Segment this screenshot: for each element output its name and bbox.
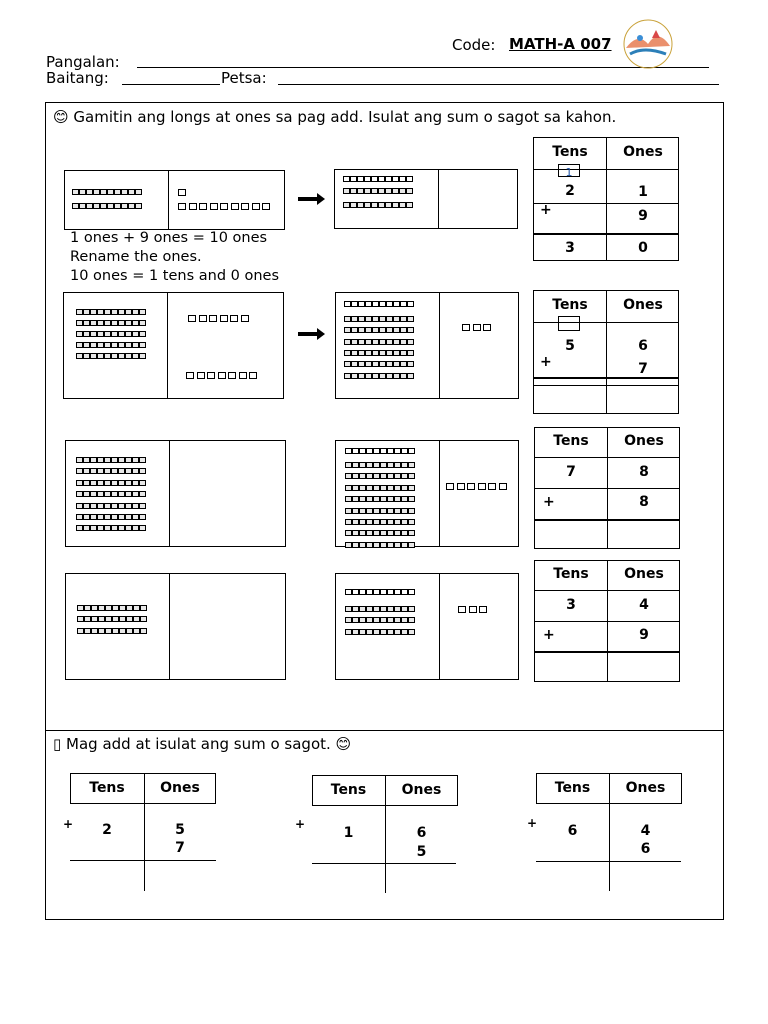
one-unit-block <box>249 372 257 379</box>
header-tens: Tens <box>552 144 588 160</box>
ten-long-block <box>345 617 415 623</box>
bottom-ones: 7 <box>638 361 648 377</box>
blocks-box-1-addends <box>64 170 285 230</box>
ten-long-block <box>345 462 415 468</box>
one-unit-block <box>478 483 486 490</box>
grade-line[interactable] <box>122 84 220 85</box>
ten-long-block <box>72 203 142 209</box>
ten-long-block <box>345 508 415 514</box>
one-unit-block <box>483 324 491 331</box>
one-unit-block <box>209 315 217 322</box>
plus-sign: + <box>527 816 538 830</box>
ones-bottom-digit: 7 <box>175 840 185 856</box>
header-tens: Tens <box>553 566 589 582</box>
one-unit-block <box>230 315 238 322</box>
top-ones: 4 <box>639 597 649 613</box>
date-line[interactable] <box>278 84 719 85</box>
top-ones: 8 <box>639 464 649 480</box>
ones-bottom-digit: 6 <box>640 841 651 857</box>
one-unit-block <box>252 203 260 210</box>
ten-long-block <box>343 202 413 208</box>
ten-long-block <box>344 327 414 333</box>
code-label: Code: <box>452 36 496 54</box>
code-value: MATH-A 007 <box>509 35 612 53</box>
ten-long-block <box>344 350 414 356</box>
header-ones: Ones <box>623 144 663 160</box>
one-unit-block <box>457 483 465 490</box>
ten-long-block <box>344 339 414 345</box>
bottom-ones: 9 <box>639 627 649 643</box>
blocks-box-2-regrouped <box>335 292 519 399</box>
ten-long-block <box>345 519 415 525</box>
one-unit-block <box>469 606 477 613</box>
section-1-instruction: 😊 Gamitin ang longs at ones sa pag add. Isulat ang sum o sagot sa kahon. <box>53 108 617 126</box>
one-unit-block <box>499 483 507 490</box>
carry-box[interactable] <box>558 316 580 331</box>
arrow-right-icon <box>298 332 318 336</box>
ten-long-block <box>76 468 146 474</box>
ten-long-block <box>76 503 146 509</box>
ten-long-block <box>345 448 415 454</box>
header-tens: Tens <box>89 780 125 796</box>
header-tens: Tens <box>553 433 589 449</box>
header-ones: Ones <box>401 782 442 798</box>
note-line-2: Rename the ones. <box>70 249 202 265</box>
one-unit-block <box>178 189 186 196</box>
ten-long-block <box>76 480 146 486</box>
header-ones: Ones <box>160 780 200 796</box>
bottom-ones: 8 <box>639 494 649 510</box>
arrow-right-icon <box>298 197 318 201</box>
ten-long-block <box>343 176 413 182</box>
header-tens: Tens <box>552 297 588 313</box>
ten-long-block <box>77 616 147 622</box>
carry-digit: 1 <box>565 166 573 179</box>
ten-long-block <box>345 542 415 548</box>
tens-digit: 1 <box>343 825 354 841</box>
deped-region-seal-icon <box>618 18 678 70</box>
ten-long-block <box>76 491 146 497</box>
ten-long-block <box>344 301 414 307</box>
plus-sign: + <box>295 817 306 831</box>
sum-ones[interactable]: 0 <box>638 240 648 256</box>
one-unit-block <box>458 606 466 613</box>
ten-long-block <box>77 605 147 611</box>
ten-long-block <box>345 473 415 479</box>
addition-table-3 <box>524 773 694 893</box>
header-ones: Ones <box>623 297 663 313</box>
ten-long-block <box>345 485 415 491</box>
one-unit-block <box>241 203 249 210</box>
bottom-ones: 9 <box>638 208 648 224</box>
top-ones: 1 <box>638 184 648 200</box>
one-unit-block <box>207 372 215 379</box>
note-line-3: 10 ones = 1 tens and 0 ones <box>70 268 280 284</box>
ten-long-block <box>344 373 414 379</box>
one-unit-block <box>462 324 470 331</box>
one-unit-block <box>262 203 270 210</box>
tens-digit: 6 <box>567 823 578 839</box>
one-unit-block <box>239 372 247 379</box>
place-value-table-4 <box>534 560 680 682</box>
one-unit-block <box>218 372 226 379</box>
plus-sign: + <box>540 354 552 370</box>
one-unit-block <box>189 203 197 210</box>
addition-table-1 <box>60 773 220 893</box>
one-unit-block <box>467 483 475 490</box>
tens-digit: 2 <box>102 822 112 838</box>
ten-long-block <box>76 457 146 463</box>
ones-top-digit: 5 <box>175 822 185 838</box>
ten-long-block <box>345 496 415 502</box>
header-ones: Ones <box>625 780 666 796</box>
plus-sign: + <box>540 202 552 218</box>
one-unit-block <box>199 315 207 322</box>
plus-sign: + <box>543 494 555 510</box>
ten-long-block <box>76 342 146 348</box>
one-unit-block <box>199 203 207 210</box>
ten-long-block <box>76 309 146 315</box>
one-unit-block <box>473 324 481 331</box>
one-unit-block <box>488 483 496 490</box>
header-ones: Ones <box>624 433 664 449</box>
ten-long-block <box>72 189 142 195</box>
ten-long-block <box>343 188 413 194</box>
ones-bottom-digit: 5 <box>416 844 427 860</box>
ten-long-block <box>345 530 415 536</box>
one-unit-block <box>220 203 228 210</box>
one-unit-block <box>446 483 454 490</box>
place-value-table-3 <box>534 427 680 549</box>
blocks-box-4-addends <box>65 573 286 680</box>
ten-long-block <box>77 628 147 634</box>
note-line-1: 1 ones + 9 ones = 10 ones <box>70 230 268 246</box>
ten-long-block <box>345 606 415 612</box>
one-unit-block <box>479 606 487 613</box>
ones-top-digit: 4 <box>640 823 651 839</box>
ten-long-block <box>76 353 146 359</box>
one-unit-block <box>231 203 239 210</box>
top-tens: 5 <box>565 338 575 354</box>
top-ones: 6 <box>638 338 648 354</box>
one-unit-block <box>210 203 218 210</box>
one-unit-block <box>186 372 194 379</box>
ten-long-block <box>76 514 146 520</box>
name-label: Pangalan: <box>46 53 120 71</box>
ten-long-block <box>76 331 146 337</box>
ten-long-block <box>344 316 414 322</box>
sum-tens[interactable]: 3 <box>565 240 575 256</box>
ten-long-block <box>344 361 414 367</box>
ten-long-block <box>345 589 415 595</box>
header-ones: Ones <box>624 566 664 582</box>
one-unit-block <box>178 203 186 210</box>
plus-sign: + <box>543 627 555 643</box>
ten-long-block <box>76 525 146 531</box>
addition-table-2 <box>292 775 462 895</box>
one-unit-block <box>220 315 228 322</box>
ones-top-digit: 6 <box>416 825 427 841</box>
place-value-table-1 <box>533 137 679 261</box>
ten-long-block <box>345 629 415 635</box>
top-tens: 7 <box>566 464 576 480</box>
grade-label: Baitang: <box>46 69 109 87</box>
top-tens: 2 <box>565 183 575 199</box>
header-tens: Tens <box>330 782 367 798</box>
date-label: Petsa: <box>221 69 267 87</box>
one-unit-block <box>197 372 205 379</box>
one-unit-block <box>228 372 236 379</box>
ten-long-block <box>76 320 146 326</box>
one-unit-block <box>188 315 196 322</box>
section-2-instruction: ▯ Mag add at isulat ang sum o sagot. 😊 <box>53 735 352 753</box>
one-unit-block <box>241 315 249 322</box>
header-tens: Tens <box>554 780 591 796</box>
plus-sign: + <box>63 817 74 831</box>
top-tens: 3 <box>566 597 576 613</box>
place-value-table-2 <box>533 290 679 414</box>
